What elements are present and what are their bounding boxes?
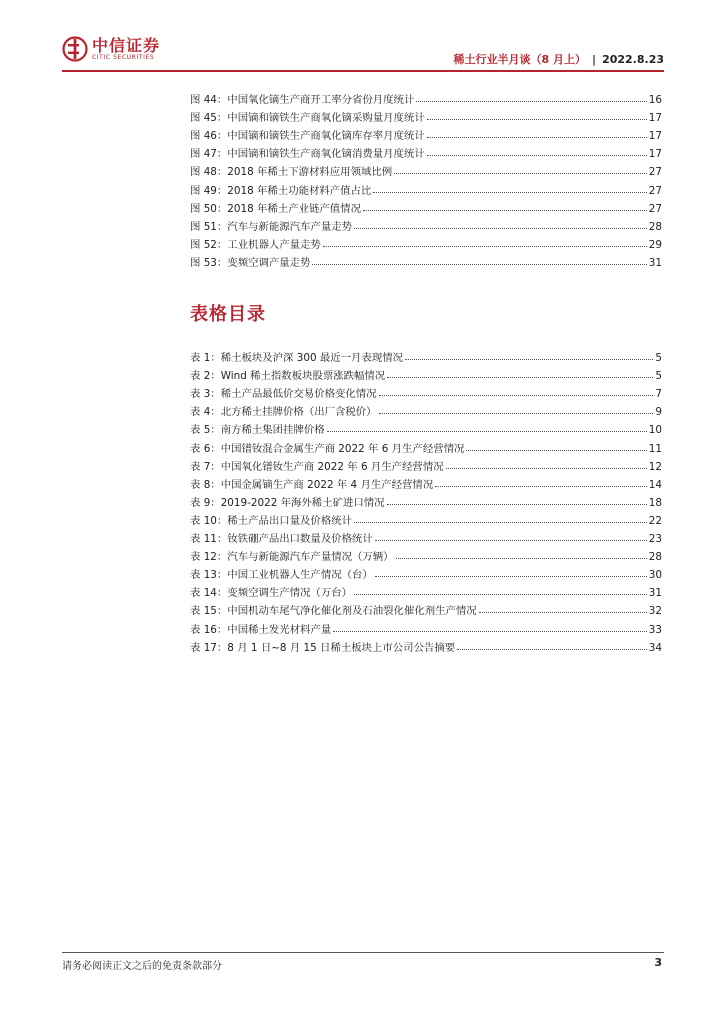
toc-entry-label: 表 4：北方稀土挂牌价格（出厂含税价）: [190, 406, 377, 419]
figure-toc-entry[interactable]: [190, 178, 662, 196]
table-toc-entry[interactable]: [190, 527, 662, 545]
toc-entry-label: 图 51：汽车与新能源汽车产量走势: [190, 220, 352, 233]
toc-entry-label: 表 6：中国镨钕混合金属生产商 2022 年 6 月生产经营情况: [190, 442, 465, 455]
toc-entry-page: 17: [648, 148, 662, 161]
toc-entry-page: 33: [648, 623, 662, 636]
toc-leader-dots: [375, 575, 647, 577]
figure-toc-entry[interactable]: [190, 88, 662, 106]
table-toc-entry[interactable]: [190, 581, 662, 599]
toc-leader-dots: [333, 630, 647, 632]
figure-toc-entry[interactable]: [190, 142, 662, 160]
toc-entry-page: 23: [648, 533, 662, 546]
footer-divider: [62, 952, 664, 953]
toc-leader-dots: [405, 358, 653, 360]
toc-leader-dots: [312, 263, 646, 265]
toc-leader-dots: [427, 154, 647, 156]
table-toc-entry[interactable]: [190, 382, 662, 400]
brand-logo: [62, 36, 160, 62]
table-toc-entry[interactable]: [190, 436, 662, 454]
header-separator: |: [592, 53, 597, 66]
toc-entry-label: 图 47：中国镝和镝铁生产商氧化镝消费量月度统计: [190, 148, 425, 161]
toc-entry-page: 30: [648, 569, 662, 582]
table-toc-entry[interactable]: [190, 455, 662, 473]
table-toc-entry[interactable]: [190, 636, 662, 654]
toc-entry-page: 31: [648, 587, 662, 600]
toc-entry-page: 28: [648, 220, 662, 233]
toc-entry-page: 7: [655, 388, 662, 401]
toc-entry-page: 17: [648, 112, 662, 125]
figure-toc-entry[interactable]: [190, 106, 662, 124]
table-toc-entry[interactable]: [190, 599, 662, 617]
toc-entry-page: 31: [648, 256, 662, 269]
figure-toc-entry[interactable]: [190, 124, 662, 142]
figure-toc-entry[interactable]: [190, 197, 662, 215]
table-toc-entry[interactable]: [190, 545, 662, 563]
toc-entry-label: 表 8：中国金属镝生产商 2022 年 4 月生产经营情况: [190, 478, 434, 491]
toc-leader-dots: [327, 430, 647, 432]
toc-entry-page: 22: [648, 514, 662, 527]
toc-entry-page: 27: [648, 166, 662, 179]
table-toc-entry[interactable]: [190, 364, 662, 382]
tables-toc: [190, 346, 662, 654]
toc-entry-label: 图 53：变频空调产量走势: [190, 256, 311, 269]
toc-leader-dots: [435, 485, 647, 487]
tables-toc-title: 表格目录: [190, 304, 266, 325]
figure-toc-entry[interactable]: [190, 233, 662, 251]
toc-leader-dots: [354, 521, 647, 523]
toc-entry-page: 29: [648, 238, 662, 251]
brand-name-cn: 中信证券: [92, 35, 161, 55]
toc-leader-dots: [354, 227, 647, 229]
toc-entry-label: 图 50：2018 年稀土产业链产值情况: [190, 202, 361, 215]
toc-leader-dots: [394, 172, 647, 174]
page-header: [0, 0, 724, 80]
toc-leader-dots: [427, 136, 647, 138]
toc-entry-page: 5: [655, 352, 662, 365]
toc-entry-page: 10: [648, 424, 662, 437]
footer-disclaimer: 请务必阅读正文之后的免责条款部分: [62, 961, 222, 972]
toc-entry-label: 表 7：中国氧化镨钕生产商 2022 年 6 月生产经营情况: [190, 460, 444, 473]
report-date: 2022.8.23: [602, 53, 664, 66]
toc-entry-label: 表 5：南方稀土集团挂牌价格: [190, 424, 325, 437]
figure-toc-entry[interactable]: [190, 215, 662, 233]
toc-entry-page: 17: [648, 130, 662, 143]
toc-entry-page: 5: [655, 370, 662, 383]
page-number: 3: [654, 956, 662, 969]
toc-leader-dots: [323, 245, 647, 247]
toc-leader-dots: [363, 209, 647, 211]
toc-entry-page: 34: [648, 641, 662, 654]
citic-logo-icon: [62, 36, 88, 62]
toc-leader-dots: [416, 100, 646, 102]
table-toc-entry[interactable]: [190, 418, 662, 436]
table-toc-entry[interactable]: [190, 346, 662, 364]
toc-entry-label: 表 14：变频空调生产情况（万台）: [190, 587, 352, 600]
toc-entry-label: 表 2：Wind 稀土指数板块股票涨跌幅情况: [190, 370, 386, 383]
table-toc-entry[interactable]: [190, 563, 662, 581]
toc-leader-dots: [427, 118, 647, 120]
header-divider: [62, 70, 664, 72]
toc-leader-dots: [457, 648, 647, 650]
toc-entry-page: 28: [648, 551, 662, 564]
toc-entry-label: 图 49：2018 年稀土功能材料产值占比: [190, 184, 372, 197]
toc-entry-label: 表 11：钕铁硼产品出口数量及价格统计: [190, 533, 373, 546]
table-toc-entry[interactable]: [190, 473, 662, 491]
toc-entry-label: 表 17：8 月 1 日~8 月 15 日稀土板块上市公司公告摘要: [190, 641, 456, 654]
toc-entry-label: 表 10：稀土产品出口量及价格统计: [190, 514, 352, 527]
toc-leader-dots: [446, 467, 647, 469]
toc-entry-label: 图 48：2018 年稀土下游材料应用领域比例: [190, 166, 393, 179]
toc-entry-label: 图 44：中国氧化镝生产商开工率分省份月度统计: [190, 94, 415, 107]
toc-leader-dots: [479, 611, 647, 613]
toc-entry-label: 图 46：中国镝和镝铁生产商氧化镝库存率月度统计: [190, 130, 425, 143]
toc-entry-label: 图 52：工业机器人产量走势: [190, 238, 321, 251]
toc-entry-label: 表 1：稀土板块及沪深 300 最近一月表现情况: [190, 352, 403, 365]
toc-entry-page: 18: [648, 496, 662, 509]
report-info: [454, 51, 664, 67]
toc-entry-page: 14: [648, 478, 662, 491]
toc-entry-page: 27: [648, 184, 662, 197]
table-toc-entry[interactable]: [190, 617, 662, 635]
toc-entry-label: 表 15：中国机动车尾气净化催化剂及石油裂化催化剂生产情况: [190, 605, 477, 618]
table-toc-entry[interactable]: [190, 491, 662, 509]
table-toc-entry[interactable]: [190, 509, 662, 527]
toc-leader-dots: [354, 593, 647, 595]
toc-entry-label: 表 3：稀土产品最低价交易价格变化情况: [190, 388, 377, 401]
toc-entry-page: 12: [648, 460, 662, 473]
toc-entry-page: 9: [655, 406, 662, 419]
toc-entry-page: 16: [648, 94, 662, 107]
toc-leader-dots: [387, 503, 647, 505]
toc-leader-dots: [466, 449, 646, 451]
toc-entry-label: 图 45：中国镝和镝铁生产商氧化镝采购量月度统计: [190, 112, 425, 125]
toc-entry-page: 32: [648, 605, 662, 618]
toc-entry-label: 表 9：2019-2022 年海外稀土矿进口情况: [190, 496, 385, 509]
toc-entry-label: 表 16：中国稀土发光材料产量: [190, 623, 332, 636]
brand-name-en: CITIC SECURITIES: [92, 53, 155, 61]
toc-leader-dots: [379, 394, 654, 396]
figure-toc-entry[interactable]: [190, 251, 662, 269]
toc-leader-dots: [373, 191, 646, 193]
toc-entry-page: 27: [648, 202, 662, 215]
toc-entry-label: 表 12：汽车与新能源汽车产量情况（万辆）: [190, 551, 394, 564]
toc-leader-dots: [396, 557, 647, 559]
toc-leader-dots: [387, 376, 653, 378]
report-title: 稀土行业半月谈（8 月上）: [453, 53, 587, 66]
table-toc-entry[interactable]: [190, 400, 662, 418]
toc-entry-page: 11: [648, 442, 662, 455]
figures-toc: [190, 88, 662, 269]
toc-leader-dots: [375, 539, 647, 541]
toc-leader-dots: [379, 412, 654, 414]
toc-entry-label: 表 13：中国工业机器人生产情况（台）: [190, 569, 373, 582]
figure-toc-entry[interactable]: [190, 160, 662, 178]
